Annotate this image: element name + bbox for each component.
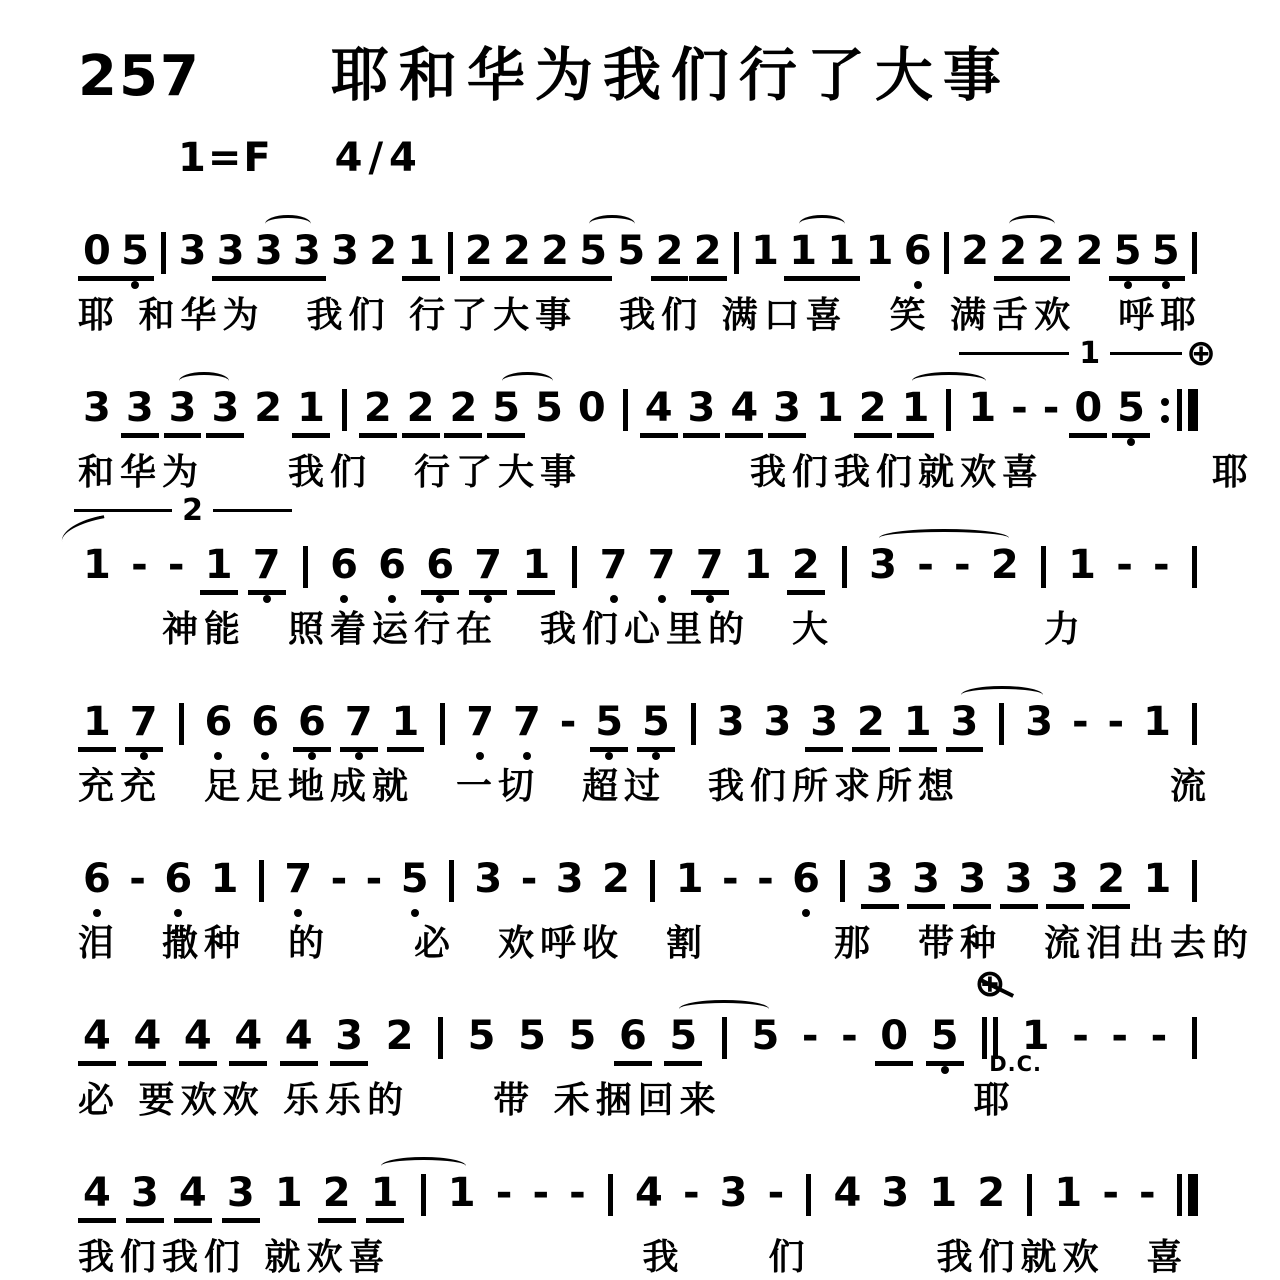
note: 1 [1054, 1170, 1083, 1216]
note: 6 [421, 540, 459, 595]
note: 5 [518, 1013, 546, 1059]
note: 4 [229, 1011, 267, 1066]
barline [449, 860, 454, 902]
lyrics-line: 必 要欢欢 乐乐的 带 禾捆回来 耶 [78, 1080, 1016, 1121]
tie-arc [589, 215, 635, 233]
note: 6 [246, 697, 284, 752]
barline-stroke [1177, 1174, 1182, 1216]
lyrics-line: 神能 照着运行在 我们心里的 大 力 [78, 609, 1087, 650]
system [78, 686, 1220, 809]
note: 2 [444, 383, 482, 438]
note: 2 [994, 226, 1032, 281]
note: 5 [1109, 226, 1147, 281]
barline [342, 389, 347, 431]
ending-number: 2 [172, 496, 213, 526]
note: 2 [787, 540, 825, 595]
note: 2 [460, 226, 498, 281]
notation-line [78, 493, 1204, 595]
note: 5 [568, 1013, 597, 1059]
note: 2 [318, 1168, 356, 1223]
note: 1 [1143, 699, 1171, 745]
lyrics-line: 我们我们 就欢喜 我 们 我们就欢 喜 [78, 1237, 1189, 1278]
note: 4 [174, 1168, 212, 1223]
repeat-barline [1161, 389, 1198, 431]
note: 1 [743, 542, 772, 588]
note: 2 [1075, 228, 1104, 274]
note: 5 [751, 1013, 780, 1059]
note: 2 [498, 226, 536, 281]
barline [1192, 1017, 1197, 1059]
note: 3 [474, 856, 503, 902]
ending-number: 1 [1069, 339, 1110, 369]
note: 5 [535, 385, 563, 431]
note: 2 [359, 383, 397, 438]
barline [722, 1017, 727, 1059]
note: 0 [875, 1011, 913, 1066]
note: 5 [1112, 383, 1150, 438]
note: 6 [373, 540, 411, 595]
note: 5 [116, 226, 154, 281]
note: 2 [854, 383, 892, 438]
note: 3 [288, 226, 326, 281]
notation-line [78, 215, 1204, 281]
note: 3 [953, 854, 991, 909]
barline [806, 1174, 811, 1216]
note: 3 [126, 1168, 164, 1223]
tie-arc [179, 372, 229, 390]
tie-arc [879, 529, 1009, 547]
lyrics-line: 耶 和华为 我们 行了大事 我们 满口喜 笑 满舌欢 呼耶 [78, 295, 1203, 336]
note: - [757, 856, 774, 902]
note: 1 [897, 383, 935, 438]
barline [946, 389, 951, 431]
barline [1192, 860, 1197, 902]
lyrics-line: 泪 撒种 的 必 欢呼收 割 那 带种 流泪出去的 [78, 923, 1255, 964]
note: 7 [508, 697, 546, 752]
note: 4 [833, 1170, 862, 1216]
note: - [1150, 1013, 1168, 1059]
note: - [569, 1170, 586, 1216]
note: 3 [206, 383, 244, 438]
barline [842, 546, 847, 588]
barline [448, 232, 453, 274]
note: 7 [125, 697, 163, 752]
note: 3 [1046, 854, 1084, 909]
note: 3 [881, 1170, 910, 1216]
barline [1192, 232, 1197, 274]
note: 6 [293, 697, 331, 752]
note: 1 [447, 1170, 476, 1216]
barline [734, 232, 739, 274]
ending-bracket [959, 333, 1216, 374]
note: 1 [784, 226, 822, 281]
note: 4 [78, 1011, 116, 1066]
tie-arc [799, 215, 845, 233]
notation-line [78, 843, 1204, 909]
coda-icon: ⊕ [974, 961, 1006, 1005]
note: 1 [292, 383, 330, 438]
note: 0 [577, 385, 606, 431]
note: 3 [768, 383, 806, 438]
note: - [131, 542, 148, 588]
note: 1 [899, 697, 937, 752]
note: 6 [787, 854, 825, 909]
dc-marking: D.C. [989, 1052, 1042, 1076]
note: 3 [907, 854, 945, 909]
notation-line [78, 333, 1216, 438]
note: 7 [643, 540, 681, 595]
note: 4 [78, 1168, 116, 1223]
barline [161, 232, 166, 274]
barline [840, 860, 845, 902]
note: - [1107, 699, 1125, 745]
note: 1 [865, 228, 894, 274]
barline-stroke [1177, 389, 1182, 431]
note: 4 [280, 1011, 318, 1066]
note: 4 [179, 1011, 217, 1066]
barline [608, 1174, 613, 1216]
note: - [365, 856, 383, 902]
tie-arc [961, 686, 1043, 704]
repeat-dot [1161, 415, 1169, 423]
note: 3 [719, 1170, 748, 1216]
note: 1 [1021, 1013, 1050, 1059]
barline-stroke [1188, 1174, 1198, 1216]
barline [421, 1174, 426, 1216]
time-signature: 4/4 [334, 135, 423, 181]
note: 5 [926, 1011, 964, 1066]
note: 5 [574, 226, 612, 281]
note: 3 [869, 542, 897, 588]
note: - [520, 856, 538, 902]
note: 3 [164, 383, 202, 438]
ending-bracket [74, 493, 292, 528]
barline [623, 389, 628, 431]
barline [179, 703, 184, 745]
note: 1 [402, 226, 440, 281]
tie-arc [265, 215, 311, 233]
note: 7 [248, 540, 286, 595]
note: - [167, 542, 185, 588]
note: 3 [331, 228, 359, 274]
note: - [1072, 699, 1089, 745]
note: 2 [1092, 854, 1130, 909]
tie-arc [912, 372, 986, 390]
barline [1192, 703, 1197, 745]
note: 1 [675, 856, 704, 902]
note: 6 [614, 1011, 652, 1066]
barline [691, 703, 696, 745]
note: 3 [946, 697, 984, 752]
note: 5 [617, 228, 646, 274]
barline-stroke [1188, 389, 1198, 431]
note: 1 [929, 1170, 958, 1216]
note: 1 [274, 1170, 303, 1216]
note: 1 [83, 542, 111, 588]
note: 5 [637, 697, 675, 752]
note: 3 [1000, 854, 1038, 909]
note: 3 [805, 697, 843, 752]
note: 2 [977, 1170, 1006, 1216]
note: 0 [1069, 383, 1107, 438]
tie-arc [502, 372, 553, 390]
note: - [532, 1170, 550, 1216]
note: 3 [212, 226, 250, 281]
note: 2 [602, 856, 630, 902]
note: 2 [1032, 226, 1070, 281]
note: 5 [487, 383, 525, 438]
note: 3 [763, 699, 792, 745]
note: 1 [210, 856, 239, 902]
note: - [1139, 1170, 1156, 1216]
barline [944, 232, 949, 274]
lyrics-line: 和华为 我们 行了大事 我们我们就欢喜 耶 [78, 452, 1255, 493]
note: 3 [178, 228, 207, 274]
barline [1027, 1174, 1032, 1216]
note: 1 [815, 385, 844, 431]
coda-icon: ⊕ [1182, 336, 1216, 372]
note: 2 [254, 385, 283, 431]
repeat-dot [1161, 398, 1169, 406]
final-barline [1177, 1174, 1198, 1216]
note: 4 [725, 383, 763, 438]
barline [259, 860, 264, 902]
note: 2 [961, 228, 989, 274]
note: 5 [396, 854, 434, 909]
note: 1 [1068, 542, 1096, 588]
note: 4 [640, 383, 678, 438]
note: - [330, 856, 348, 902]
note: - [682, 1170, 700, 1216]
note: 3 [250, 226, 288, 281]
notation-line [78, 1157, 1204, 1223]
note: - [841, 1013, 858, 1059]
hymn-number: 257 [78, 44, 201, 109]
note: 6 [325, 540, 363, 595]
notation-line [78, 961, 1204, 1076]
note: 1 [387, 697, 425, 752]
systems [78, 215, 1255, 1280]
note: 2 [689, 226, 727, 281]
note: - [1011, 385, 1028, 431]
system [78, 1157, 1220, 1280]
note: 1 [751, 228, 779, 274]
note: - [801, 1013, 819, 1059]
note: 3 [683, 383, 721, 438]
barline [572, 546, 577, 588]
system [78, 215, 1220, 338]
note: - [1153, 542, 1170, 588]
note: - [1072, 1013, 1089, 1059]
key-signature: 1=F [178, 135, 273, 181]
barline [1041, 546, 1046, 588]
system [78, 493, 1220, 652]
note: 7 [691, 540, 729, 595]
note: 5 [1147, 226, 1185, 281]
hymn-title: 耶和华为我们行了大事 [330, 41, 1011, 109]
note: 4 [128, 1011, 166, 1066]
lyrics-line: 充充 足足地成就 一切 超过 我们所求所想 流 [78, 766, 1213, 807]
note: 1 [968, 385, 997, 431]
note: 3 [83, 385, 111, 431]
tie-arc [679, 1000, 769, 1018]
note: - [1102, 1170, 1119, 1216]
barline [440, 703, 445, 745]
key-line [178, 135, 1220, 181]
note: 5 [467, 1013, 496, 1059]
note: 6 [199, 697, 237, 752]
note: 2 [852, 697, 890, 752]
note: 4 [635, 1170, 663, 1216]
note: 6 [899, 226, 937, 281]
note: 3 [330, 1011, 368, 1066]
note: 7 [461, 697, 499, 752]
note: 2 [651, 226, 689, 281]
note: 7 [340, 697, 378, 752]
barline [303, 546, 308, 588]
note: 1 [366, 1168, 404, 1223]
note: 3 [222, 1168, 260, 1223]
note: 3 [121, 383, 159, 438]
note: - [954, 542, 971, 588]
note: 1 [78, 697, 116, 752]
barline [1192, 546, 1197, 588]
note: 2 [990, 542, 1019, 588]
note: 2 [369, 228, 398, 274]
system [78, 333, 1255, 495]
note: 5 [590, 697, 628, 752]
note: 1 [822, 226, 860, 281]
repeat-dots [1161, 389, 1169, 431]
note: 2 [536, 226, 574, 281]
note: - [559, 699, 577, 745]
note: - [767, 1170, 785, 1216]
barline [438, 1017, 443, 1059]
note: 1 [1143, 856, 1172, 902]
note: 1 [200, 540, 238, 595]
note: 2 [385, 1013, 414, 1059]
system [78, 843, 1255, 966]
note: 3 [1025, 699, 1054, 745]
note: 3 [861, 854, 899, 909]
note: - [1116, 542, 1133, 588]
note: 5 [664, 1011, 702, 1066]
tie-arc [1009, 215, 1055, 233]
note: 0 [78, 226, 116, 281]
barline [999, 703, 1004, 745]
note: 3 [716, 699, 745, 745]
note: - [1042, 385, 1060, 431]
note: 3 [555, 856, 584, 902]
note: - [129, 856, 146, 902]
note: - [495, 1170, 513, 1216]
barline-stroke [982, 1017, 987, 1059]
note: 7 [469, 540, 507, 595]
note: 7 [279, 854, 317, 909]
note: - [1111, 1013, 1128, 1059]
note: - [917, 542, 934, 588]
tie-arc [381, 1157, 466, 1175]
note: 1 [517, 540, 555, 595]
system [78, 961, 1220, 1123]
note: 6 [159, 854, 197, 909]
note: 6 [78, 854, 116, 909]
notation-line [78, 686, 1204, 752]
note: 7 [595, 540, 633, 595]
header [78, 41, 1220, 109]
note: 2 [402, 383, 440, 438]
barline [650, 860, 655, 902]
note: - [722, 856, 739, 902]
